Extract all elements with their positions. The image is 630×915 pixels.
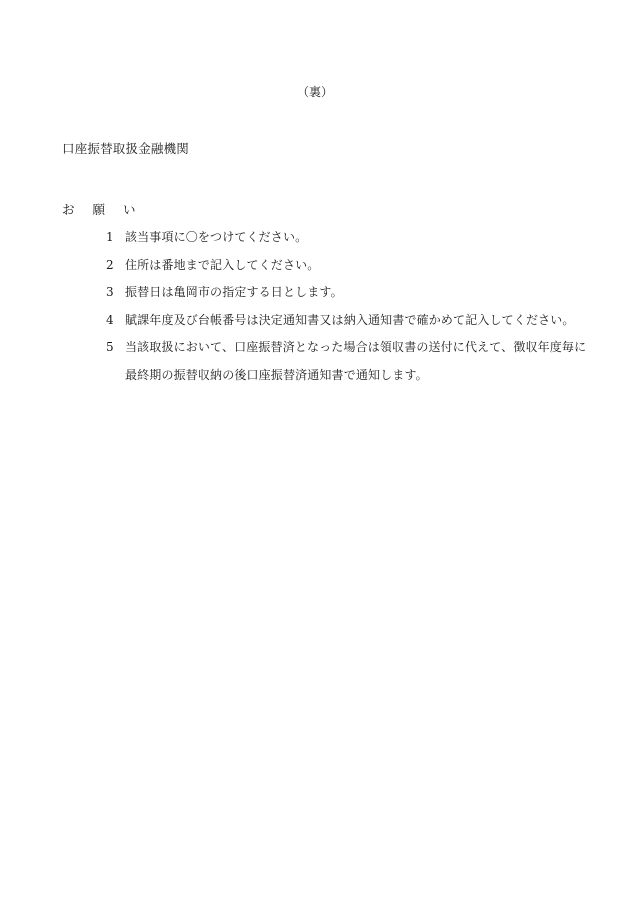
- notice-item: [0, 229, 630, 257]
- notice-number: 1: [106, 230, 114, 244]
- notice-text: 当該取扱において、口座振替済となった場合は領収書の送付に代えて、徴収年度毎に: [125, 340, 587, 354]
- notice-item: [0, 312, 630, 340]
- notice-item: [0, 284, 630, 312]
- notice-list: [0, 229, 630, 394]
- institution-title: 口座振替取扱金融機関: [62, 141, 190, 156]
- notice-number: 2: [106, 257, 114, 272]
- notice-number: 5: [106, 340, 114, 354]
- notice-text: 住所は番地まで記入してください。: [125, 257, 320, 272]
- notice-number: 4: [106, 312, 114, 327]
- request-heading: お 願 い: [62, 202, 143, 217]
- page-side-marker: （裏）: [296, 85, 333, 99]
- notice-text: 該当事項に〇をつけてください。: [125, 230, 308, 244]
- notice-number: 3: [106, 285, 114, 299]
- notice-item: [0, 257, 630, 285]
- notice-text: 賦課年度及び台帳番号は決定通知書又は納入通知書で確かめて記入してください。: [125, 312, 575, 327]
- notice-item: [0, 339, 630, 394]
- notice-text-continuation: 最終期の振替収納の後口座振替済通知書で通知します。: [125, 367, 428, 382]
- notice-text: 振替日は亀岡市の指定する日とします。: [125, 285, 343, 299]
